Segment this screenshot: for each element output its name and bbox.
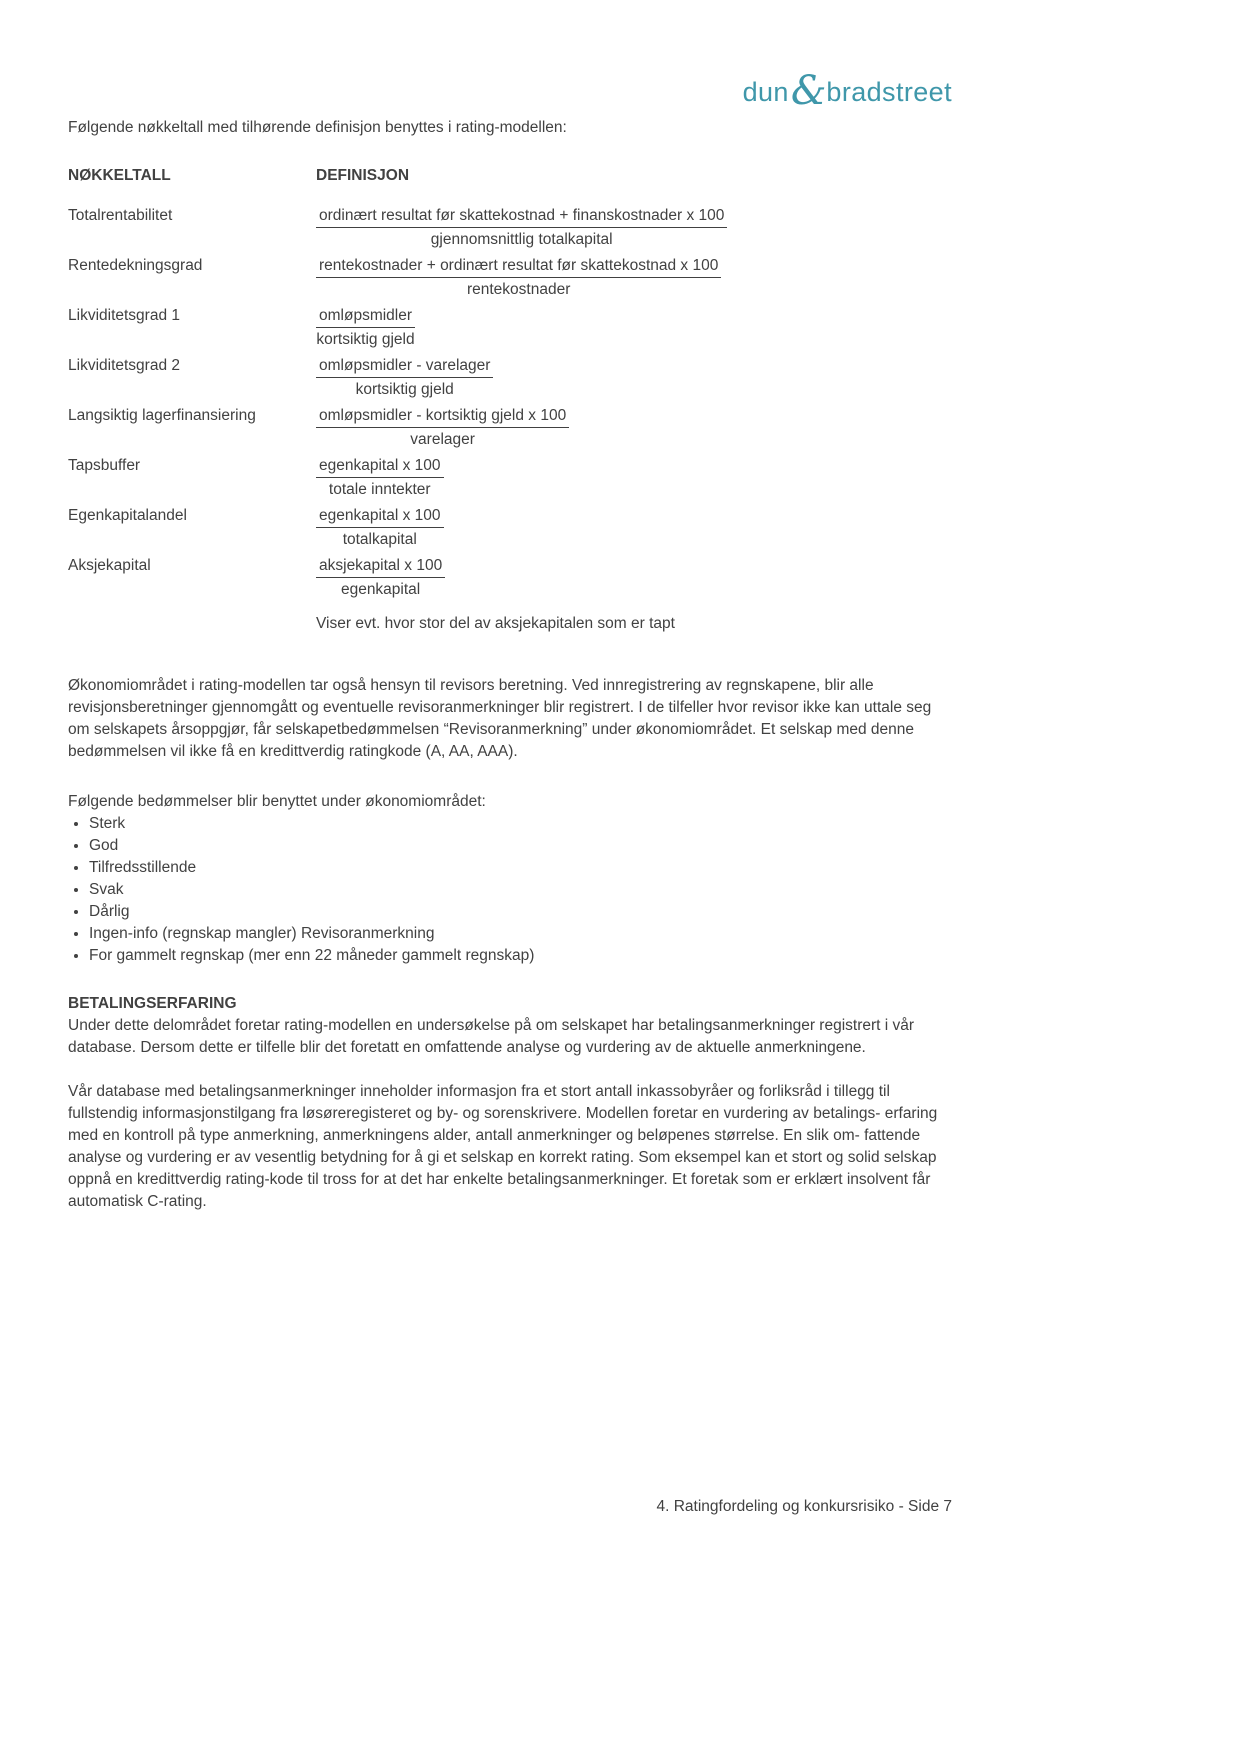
fraction bbox=[316, 255, 721, 300]
fraction-numerator: ordinært resultat før skattekostnad + finanskostnader x 100 bbox=[316, 205, 727, 228]
table-note: Viser evt. hvor stor del av aksjekapitalen som er tapt bbox=[316, 615, 675, 632]
fraction-numerator: egenkapital x 100 bbox=[316, 455, 444, 478]
fraction-numerator: egenkapital x 100 bbox=[316, 505, 444, 528]
fraction-denominator: totale inntekter bbox=[328, 481, 431, 498]
fraction-denominator: egenkapital bbox=[340, 581, 421, 598]
list-item: • Ingen-info (regnskap mangler) Revisoranmerkning bbox=[89, 923, 952, 945]
table-header-row bbox=[68, 165, 952, 187]
row-label: Aksjekapital bbox=[68, 557, 151, 574]
paragraph-payment-1: Under dette delområdet foretar rating-modellen en undersøkelse på om selskapet har betalingsanmerkninger registrert i vår database. Dersom dette er tilfelle blir det foretatt en omfattende analyse og vurdering av de aktuelle anmerkningene. bbox=[68, 1017, 915, 1056]
logo-text-bradstreet: bradstreet bbox=[826, 77, 952, 107]
row-label: Likviditetsgrad 1 bbox=[68, 307, 181, 324]
assessments-intro: Følgende bedømmelser blir benyttet under økonomiområdet: bbox=[68, 793, 486, 810]
logo-text-dun: dun bbox=[742, 77, 789, 107]
table-row bbox=[68, 505, 952, 551]
fraction bbox=[316, 455, 444, 500]
row-label: Tapsbuffer bbox=[68, 457, 141, 474]
assessments-list bbox=[68, 813, 952, 967]
list-item: • For gammelt regnskap (mer enn 22 måneder gammelt regnskap) bbox=[89, 945, 952, 967]
fraction bbox=[316, 405, 569, 450]
fraction-numerator: omløpsmidler - kortsiktig gjeld x 100 bbox=[316, 405, 569, 428]
fraction-numerator: omløpsmidler bbox=[316, 305, 415, 328]
table-row bbox=[68, 455, 952, 501]
list-item: • Sterk bbox=[89, 813, 952, 835]
table-row bbox=[68, 205, 952, 251]
fraction bbox=[316, 205, 727, 250]
content-column bbox=[68, 0, 952, 1213]
column-header-nokkeltall: NØKKELTALL bbox=[68, 167, 171, 184]
list-item: • God bbox=[89, 835, 952, 857]
fraction bbox=[316, 305, 415, 350]
fraction bbox=[316, 505, 444, 550]
fraction bbox=[316, 355, 493, 400]
fraction-denominator: rentekostnader bbox=[466, 281, 571, 298]
section-heading-betalingserfaring: BETALINGSERFARING bbox=[68, 995, 237, 1012]
table-row bbox=[68, 255, 952, 301]
table-row bbox=[68, 555, 952, 601]
row-label: Totalrentabilitet bbox=[68, 207, 173, 224]
row-label: Langsiktig lagerfinansiering bbox=[68, 407, 256, 424]
row-label: Egenkapitalandel bbox=[68, 507, 187, 524]
fraction bbox=[316, 555, 445, 600]
fraction-denominator: gjennomsnittlig totalkapital bbox=[430, 231, 613, 248]
fraction-denominator: varelager bbox=[410, 431, 475, 448]
intro-text: Følgende nøkkeltall med tilhørende definisjon benyttes i rating-modellen: bbox=[68, 119, 567, 136]
page-footer: 4. Ratingfordeling og konkursrisiko - Side 7 bbox=[656, 1498, 952, 1515]
fraction-denominator: kortsiktig gjeld bbox=[316, 331, 415, 348]
column-header-definisjon: DEFINISJON bbox=[316, 167, 410, 184]
fraction-numerator: rentekostnader + ordinært resultat før skattekostnad x 100 bbox=[316, 255, 721, 278]
fraction-numerator: aksjekapital x 100 bbox=[316, 555, 445, 578]
row-label: Likviditetsgrad 2 bbox=[68, 357, 181, 374]
key-figures-table bbox=[68, 165, 952, 635]
paragraph-economy: Økonomiområdet i rating-modellen tar også hensyn til revisors beretning. Ved innregistrering av regnskapene, blir alle revisjonsberetninger gjennomgått og eventuelle revisoranmerkninger blir registrert. I de tilfeller hvor revisor ikke kan uttale seg om selskapets årsoppgjør, får selskapetbedømmelsen “Revisoranmerkning” under økonomiområdet. Et selskap med denne bedømmelsen vil ikke få en kredittverdig ratingkode (A, AA, AAA). bbox=[68, 677, 932, 760]
list-item: • Svak bbox=[89, 879, 952, 901]
table-row bbox=[68, 405, 952, 451]
table-body bbox=[68, 205, 952, 635]
list-item: • Tilfredsstillende bbox=[89, 857, 952, 879]
table-row bbox=[68, 355, 952, 401]
dun-bradstreet-logo bbox=[68, 0, 952, 117]
paragraph-payment-2: Vår database med betalingsanmerkninger inneholder informasjon fra et stort antall inkassobyråer og forliksråd i tillegg til fullstendig informasjonstilgang fra løsøreregisteret og by- og sorenskrivere. Modellen foretar en vurdering av betalings- erfaring med en kontroll på type anmerkning, anmerkningens alder, antall anmerkninger og beløpenes størrelse. En slik om- fattende analyse og vurdering er av vesentlig betydning for å gi et selskap en korrekt rating. Som eksempel kan et stort og solid selskap oppnå en kredittverdig rating-kode til tross for at det har enkelte betalingsanmerkninger. Et foretak som er erklært insolvent får automatisk C-rating. bbox=[68, 1083, 938, 1210]
logo-ampersand-icon: & bbox=[790, 68, 827, 114]
fraction-denominator: totalkapital bbox=[342, 531, 417, 548]
row-label: Rentedekningsgrad bbox=[68, 257, 203, 274]
list-item: • Dårlig bbox=[89, 901, 952, 923]
table-row bbox=[68, 305, 952, 351]
fraction-denominator: kortsiktig gjeld bbox=[355, 381, 454, 398]
fraction-numerator: omløpsmidler - varelager bbox=[316, 355, 493, 378]
